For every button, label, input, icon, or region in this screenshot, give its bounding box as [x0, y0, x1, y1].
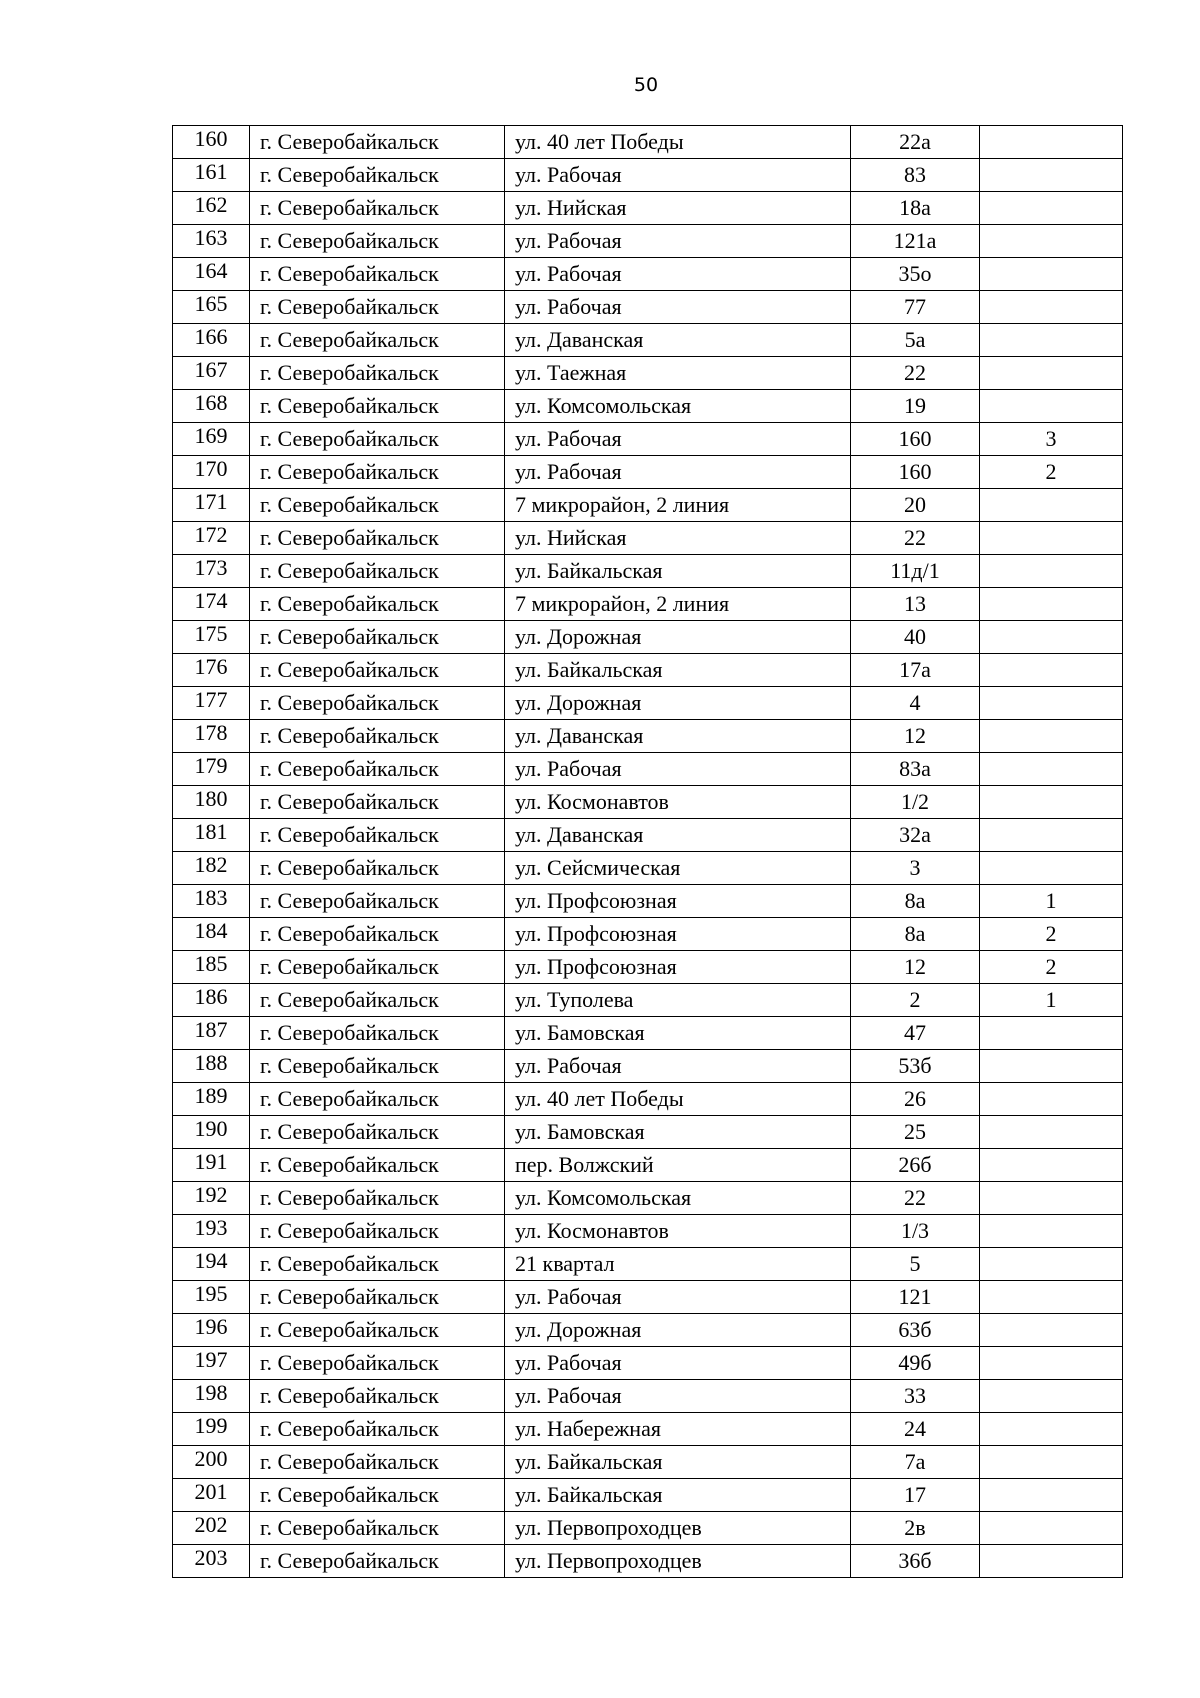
row-number-cell: 174 — [173, 588, 250, 621]
house-number-cell: 25 — [851, 1116, 980, 1149]
street-cell: ул. Рабочая — [505, 423, 851, 456]
row-number-cell: 166 — [173, 324, 250, 357]
street-cell: ул. Байкальская — [505, 1479, 851, 1512]
row-number-cell: 186 — [173, 984, 250, 1017]
city-cell: г. Северобайкальск — [250, 258, 505, 291]
extra-number-cell — [980, 1248, 1123, 1281]
table-row — [173, 786, 1123, 819]
table-row — [173, 456, 1123, 489]
table-row — [173, 192, 1123, 225]
city-cell: г. Северобайкальск — [250, 1512, 505, 1545]
street-cell: ул. 40 лет Победы — [505, 1083, 851, 1116]
street-cell: ул. Профсоюзная — [505, 951, 851, 984]
city-cell: г. Северобайкальск — [250, 192, 505, 225]
row-number-cell: 178 — [173, 720, 250, 753]
city-cell: г. Северобайкальск — [250, 1380, 505, 1413]
table-row — [173, 291, 1123, 324]
house-number-cell: 22а — [851, 126, 980, 159]
extra-number-cell — [980, 324, 1123, 357]
street-cell: ул. Рабочая — [505, 1050, 851, 1083]
street-cell: ул. Туполева — [505, 984, 851, 1017]
extra-number-cell: 1 — [980, 984, 1123, 1017]
row-number-cell: 163 — [173, 225, 250, 258]
street-cell: ул. Дорожная — [505, 621, 851, 654]
house-number-cell: 17а — [851, 654, 980, 687]
row-number-cell: 203 — [173, 1545, 250, 1578]
table-row — [173, 1116, 1123, 1149]
row-number-cell: 170 — [173, 456, 250, 489]
city-cell: г. Северобайкальск — [250, 390, 505, 423]
table-row — [173, 621, 1123, 654]
extra-number-cell — [980, 753, 1123, 786]
city-cell: г. Северобайкальск — [250, 522, 505, 555]
extra-number-cell — [980, 621, 1123, 654]
street-cell: ул. 40 лет Победы — [505, 126, 851, 159]
row-number-cell: 194 — [173, 1248, 250, 1281]
house-number-cell: 5а — [851, 324, 980, 357]
extra-number-cell — [980, 588, 1123, 621]
street-cell: ул. Рабочая — [505, 291, 851, 324]
city-cell: г. Северобайкальск — [250, 1545, 505, 1578]
street-cell: ул. Байкальская — [505, 1446, 851, 1479]
street-cell: ул. Байкальская — [505, 654, 851, 687]
street-cell: ул. Профсоюзная — [505, 885, 851, 918]
extra-number-cell — [980, 1380, 1123, 1413]
house-number-cell: 17 — [851, 1479, 980, 1512]
row-number-cell: 164 — [173, 258, 250, 291]
row-number-cell: 160 — [173, 126, 250, 159]
table-row — [173, 258, 1123, 291]
house-number-cell: 22 — [851, 522, 980, 555]
table-row — [173, 819, 1123, 852]
house-number-cell: 1/3 — [851, 1215, 980, 1248]
street-cell: ул. Рабочая — [505, 456, 851, 489]
house-number-cell: 40 — [851, 621, 980, 654]
table-row — [173, 720, 1123, 753]
table-row — [173, 1347, 1123, 1380]
house-number-cell: 121а — [851, 225, 980, 258]
city-cell: г. Северобайкальск — [250, 951, 505, 984]
city-cell: г. Северобайкальск — [250, 753, 505, 786]
extra-number-cell — [980, 522, 1123, 555]
house-number-cell: 7а — [851, 1446, 980, 1479]
row-number-cell: 172 — [173, 522, 250, 555]
street-cell: 7 микрорайон, 2 линия — [505, 588, 851, 621]
city-cell: г. Северобайкальск — [250, 1446, 505, 1479]
row-number-cell: 173 — [173, 555, 250, 588]
table-row — [173, 1446, 1123, 1479]
street-cell: ул. Дорожная — [505, 687, 851, 720]
city-cell: г. Северобайкальск — [250, 1479, 505, 1512]
extra-number-cell — [980, 1017, 1123, 1050]
house-number-cell: 36б — [851, 1545, 980, 1578]
city-cell: г. Северобайкальск — [250, 1248, 505, 1281]
street-cell: ул. Рабочая — [505, 753, 851, 786]
city-cell: г. Северобайкальск — [250, 819, 505, 852]
street-cell: ул. Дорожная — [505, 1314, 851, 1347]
row-number-cell: 196 — [173, 1314, 250, 1347]
table-row — [173, 357, 1123, 390]
street-cell: ул. Сейсмическая — [505, 852, 851, 885]
street-cell: ул. Рабочая — [505, 225, 851, 258]
extra-number-cell — [980, 1413, 1123, 1446]
city-cell: г. Северобайкальск — [250, 1050, 505, 1083]
table-row — [173, 555, 1123, 588]
street-cell: ул. Комсомольская — [505, 1182, 851, 1215]
city-cell: г. Северобайкальск — [250, 423, 505, 456]
table-row — [173, 324, 1123, 357]
house-number-cell: 19 — [851, 390, 980, 423]
street-cell: ул. Рабочая — [505, 1380, 851, 1413]
row-number-cell: 198 — [173, 1380, 250, 1413]
house-number-cell: 49б — [851, 1347, 980, 1380]
row-number-cell: 192 — [173, 1182, 250, 1215]
table-row — [173, 126, 1123, 159]
extra-number-cell — [980, 291, 1123, 324]
city-cell: г. Северобайкальск — [250, 720, 505, 753]
extra-number-cell — [980, 1050, 1123, 1083]
table-row — [173, 885, 1123, 918]
house-number-cell: 2 — [851, 984, 980, 1017]
street-cell: ул. Космонавтов — [505, 1215, 851, 1248]
street-cell: ул. Космонавтов — [505, 786, 851, 819]
table-row — [173, 951, 1123, 984]
house-number-cell: 33 — [851, 1380, 980, 1413]
table-row — [173, 522, 1123, 555]
table-row — [173, 1050, 1123, 1083]
house-number-cell: 3 — [851, 852, 980, 885]
extra-number-cell — [980, 1545, 1123, 1578]
house-number-cell: 121 — [851, 1281, 980, 1314]
extra-number-cell — [980, 720, 1123, 753]
city-cell: г. Северобайкальск — [250, 456, 505, 489]
house-number-cell: 4 — [851, 687, 980, 720]
city-cell: г. Северобайкальск — [250, 786, 505, 819]
extra-number-cell — [980, 1512, 1123, 1545]
city-cell: г. Северобайкальск — [250, 1314, 505, 1347]
table-row — [173, 1149, 1123, 1182]
extra-number-cell — [980, 1479, 1123, 1512]
table-row — [173, 1545, 1123, 1578]
street-cell: ул. Рабочая — [505, 1347, 851, 1380]
city-cell: г. Северобайкальск — [250, 126, 505, 159]
address-table-body — [173, 126, 1123, 1578]
street-cell: ул. Комсомольская — [505, 390, 851, 423]
table-row — [173, 1479, 1123, 1512]
row-number-cell: 183 — [173, 885, 250, 918]
street-cell: ул. Бамовская — [505, 1017, 851, 1050]
extra-number-cell — [980, 126, 1123, 159]
house-number-cell: 24 — [851, 1413, 980, 1446]
table-row — [173, 852, 1123, 885]
extra-number-cell — [980, 390, 1123, 423]
city-cell: г. Северобайкальск — [250, 1413, 505, 1446]
city-cell: г. Северобайкальск — [250, 687, 505, 720]
city-cell: г. Северобайкальск — [250, 1281, 505, 1314]
table-row — [173, 588, 1123, 621]
street-cell: ул. Байкальская — [505, 555, 851, 588]
extra-number-cell — [980, 1083, 1123, 1116]
street-cell: ул. Таежная — [505, 357, 851, 390]
row-number-cell: 202 — [173, 1512, 250, 1545]
city-cell: г. Северобайкальск — [250, 588, 505, 621]
extra-number-cell — [980, 1281, 1123, 1314]
city-cell: г. Северобайкальск — [250, 984, 505, 1017]
house-number-cell: 83а — [851, 753, 980, 786]
city-cell: г. Северобайкальск — [250, 225, 505, 258]
row-number-cell: 168 — [173, 390, 250, 423]
street-cell: ул. Первопроходцев — [505, 1512, 851, 1545]
table-row — [173, 753, 1123, 786]
table-row — [173, 390, 1123, 423]
city-cell: г. Северобайкальск — [250, 324, 505, 357]
house-number-cell: 47 — [851, 1017, 980, 1050]
extra-number-cell — [980, 687, 1123, 720]
street-cell: ул. Нийская — [505, 522, 851, 555]
row-number-cell: 180 — [173, 786, 250, 819]
table-row — [173, 1413, 1123, 1446]
extra-number-cell — [980, 1116, 1123, 1149]
street-cell: 7 микрорайон, 2 линия — [505, 489, 851, 522]
table-row — [173, 489, 1123, 522]
house-number-cell: 32а — [851, 819, 980, 852]
street-cell: ул. Первопроходцев — [505, 1545, 851, 1578]
house-number-cell: 8а — [851, 918, 980, 951]
street-cell: ул. Набережная — [505, 1413, 851, 1446]
extra-number-cell — [980, 1314, 1123, 1347]
house-number-cell: 1/2 — [851, 786, 980, 819]
row-number-cell: 197 — [173, 1347, 250, 1380]
table-row — [173, 1512, 1123, 1545]
extra-number-cell — [980, 489, 1123, 522]
row-number-cell: 187 — [173, 1017, 250, 1050]
extra-number-cell — [980, 555, 1123, 588]
house-number-cell: 26б — [851, 1149, 980, 1182]
extra-number-cell: 2 — [980, 951, 1123, 984]
city-cell: г. Северобайкальск — [250, 357, 505, 390]
extra-number-cell: 1 — [980, 885, 1123, 918]
street-cell: ул. Рабочая — [505, 258, 851, 291]
page-number: 50 — [633, 74, 659, 96]
extra-number-cell — [980, 258, 1123, 291]
house-number-cell: 22 — [851, 1182, 980, 1215]
house-number-cell: 83 — [851, 159, 980, 192]
row-number-cell: 177 — [173, 687, 250, 720]
house-number-cell: 20 — [851, 489, 980, 522]
house-number-cell: 53б — [851, 1050, 980, 1083]
city-cell: г. Северобайкальск — [250, 621, 505, 654]
row-number-cell: 162 — [173, 192, 250, 225]
table-row — [173, 984, 1123, 1017]
extra-number-cell — [980, 1347, 1123, 1380]
city-cell: г. Северобайкальск — [250, 885, 505, 918]
extra-number-cell — [980, 225, 1123, 258]
row-number-cell: 182 — [173, 852, 250, 885]
street-cell: ул. Даванская — [505, 819, 851, 852]
row-number-cell: 189 — [173, 1083, 250, 1116]
row-number-cell: 171 — [173, 489, 250, 522]
house-number-cell: 5 — [851, 1248, 980, 1281]
city-cell: г. Северобайкальск — [250, 1149, 505, 1182]
table-row — [173, 1182, 1123, 1215]
row-number-cell: 195 — [173, 1281, 250, 1314]
street-cell: ул. Рабочая — [505, 1281, 851, 1314]
street-cell: ул. Профсоюзная — [505, 918, 851, 951]
extra-number-cell — [980, 819, 1123, 852]
table-row — [173, 1215, 1123, 1248]
row-number-cell: 175 — [173, 621, 250, 654]
extra-number-cell: 3 — [980, 423, 1123, 456]
table-row — [173, 1017, 1123, 1050]
row-number-cell: 201 — [173, 1479, 250, 1512]
house-number-cell: 63б — [851, 1314, 980, 1347]
extra-number-cell — [980, 852, 1123, 885]
row-number-cell: 191 — [173, 1149, 250, 1182]
city-cell: г. Северобайкальск — [250, 1215, 505, 1248]
table-row — [173, 654, 1123, 687]
row-number-cell: 199 — [173, 1413, 250, 1446]
extra-number-cell — [980, 1149, 1123, 1182]
city-cell: г. Северобайкальск — [250, 489, 505, 522]
extra-number-cell — [980, 786, 1123, 819]
extra-number-cell — [980, 1215, 1123, 1248]
city-cell: г. Северобайкальск — [250, 291, 505, 324]
city-cell: г. Северобайкальск — [250, 159, 505, 192]
table-row — [173, 1248, 1123, 1281]
address-table — [172, 125, 1123, 1578]
row-number-cell: 184 — [173, 918, 250, 951]
house-number-cell: 160 — [851, 456, 980, 489]
extra-number-cell — [980, 654, 1123, 687]
row-number-cell: 200 — [173, 1446, 250, 1479]
row-number-cell: 185 — [173, 951, 250, 984]
house-number-cell: 18а — [851, 192, 980, 225]
extra-number-cell — [980, 357, 1123, 390]
street-cell: ул. Даванская — [505, 720, 851, 753]
house-number-cell: 12 — [851, 951, 980, 984]
house-number-cell: 22 — [851, 357, 980, 390]
house-number-cell: 2в — [851, 1512, 980, 1545]
extra-number-cell — [980, 159, 1123, 192]
row-number-cell: 193 — [173, 1215, 250, 1248]
city-cell: г. Северобайкальск — [250, 1083, 505, 1116]
street-cell: ул. Даванская — [505, 324, 851, 357]
street-cell: пер. Волжский — [505, 1149, 851, 1182]
table-row — [173, 687, 1123, 720]
row-number-cell: 169 — [173, 423, 250, 456]
house-number-cell: 160 — [851, 423, 980, 456]
city-cell: г. Северобайкальск — [250, 1116, 505, 1149]
house-number-cell: 12 — [851, 720, 980, 753]
row-number-cell: 167 — [173, 357, 250, 390]
house-number-cell: 35о — [851, 258, 980, 291]
city-cell: г. Северобайкальск — [250, 1347, 505, 1380]
city-cell: г. Северобайкальск — [250, 1182, 505, 1215]
city-cell: г. Северобайкальск — [250, 852, 505, 885]
house-number-cell: 11д/1 — [851, 555, 980, 588]
table-row — [173, 159, 1123, 192]
row-number-cell: 176 — [173, 654, 250, 687]
extra-number-cell: 2 — [980, 918, 1123, 951]
house-number-cell: 26 — [851, 1083, 980, 1116]
table-row — [173, 225, 1123, 258]
extra-number-cell — [980, 1182, 1123, 1215]
row-number-cell: 190 — [173, 1116, 250, 1149]
house-number-cell: 8а — [851, 885, 980, 918]
city-cell: г. Северобайкальск — [250, 918, 505, 951]
table-row — [173, 1281, 1123, 1314]
row-number-cell: 179 — [173, 753, 250, 786]
table-row — [173, 918, 1123, 951]
extra-number-cell — [980, 1446, 1123, 1479]
city-cell: г. Северобайкальск — [250, 1017, 505, 1050]
table-row — [173, 1083, 1123, 1116]
street-cell: ул. Нийская — [505, 192, 851, 225]
row-number-cell: 188 — [173, 1050, 250, 1083]
city-cell: г. Северобайкальск — [250, 654, 505, 687]
row-number-cell: 165 — [173, 291, 250, 324]
table-row — [173, 1314, 1123, 1347]
extra-number-cell: 2 — [980, 456, 1123, 489]
table-row — [173, 1380, 1123, 1413]
city-cell: г. Северобайкальск — [250, 555, 505, 588]
extra-number-cell — [980, 192, 1123, 225]
street-cell: 21 квартал — [505, 1248, 851, 1281]
street-cell: ул. Рабочая — [505, 159, 851, 192]
row-number-cell: 161 — [173, 159, 250, 192]
house-number-cell: 13 — [851, 588, 980, 621]
row-number-cell: 181 — [173, 819, 250, 852]
table-row — [173, 423, 1123, 456]
house-number-cell: 77 — [851, 291, 980, 324]
street-cell: ул. Бамовская — [505, 1116, 851, 1149]
